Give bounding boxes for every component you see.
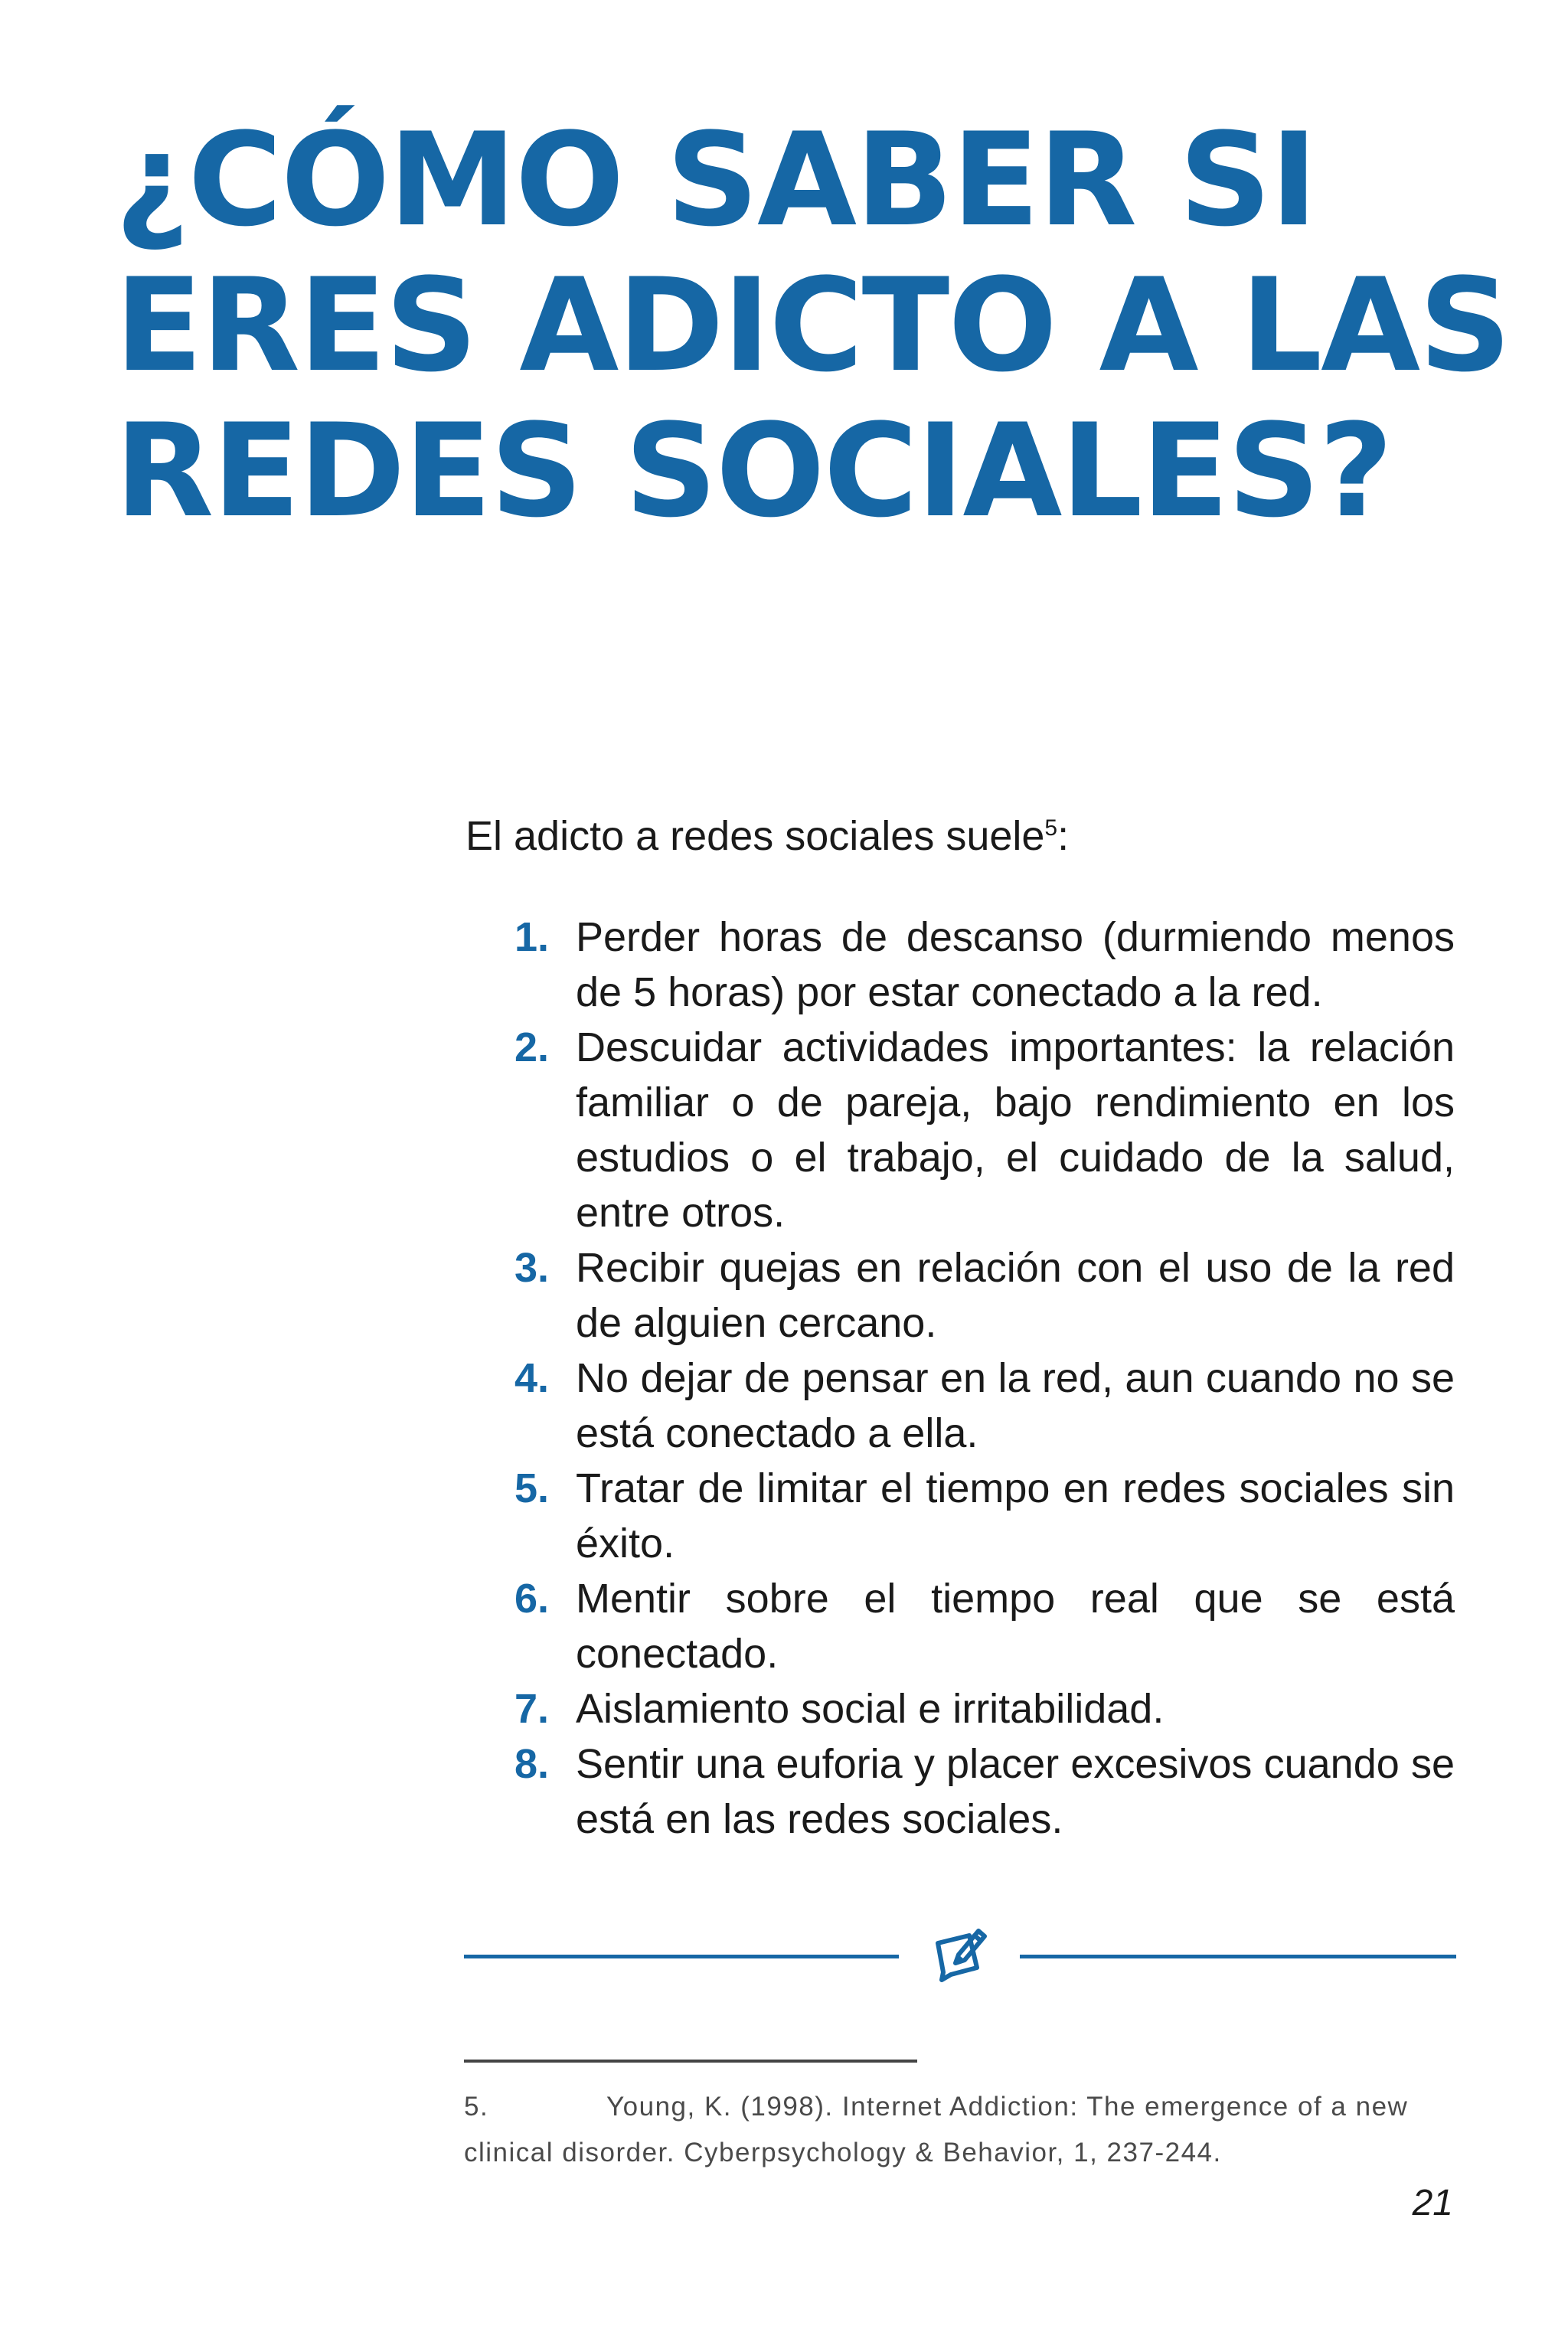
footnote-number: 5. [464,2092,489,2122]
intro-suffix: : [1057,813,1070,859]
list-item-number: 2. [514,1024,550,1070]
title-line-3: REDES SOCIALES? [115,396,1392,546]
list-item-text: Perder horas de descanso (durmiendo menos de 5 horas) por estar conectado a la red. [576,914,1455,1015]
list-item [466,1351,1455,1461]
page-title [115,105,1511,546]
list-item-text: Aislamiento social e irritabilidad. [576,1686,1165,1732]
list-item-text: Mentir sobre el tiempo real que se está conectado. [576,1576,1455,1677]
list-item-number: 6. [514,1576,550,1622]
list-item-number: 5. [514,1465,550,1511]
list-item-text: Descuidar actividades importantes: la relación familiar o de pareja, bajo rendimiento en los estudios o el trabajo, el cuidado de la salud, entre otros. [576,1024,1455,1236]
intro-paragraph [466,808,1069,864]
list-item [466,1461,1455,1571]
footnote-text: Young, K. (1998). Internet Addiction: The emergence of a new clinical disorder. Cyberpsychology & Behavior, 1, 237-244. [464,2092,1409,2167]
footnote [464,2084,1436,2176]
list-item [466,1571,1455,1681]
list-item-text: Tratar de limitar el tiempo en redes sociales sin éxito. [576,1465,1455,1566]
list-item-number: 8. [514,1741,550,1787]
list-item [466,1736,1455,1847]
intro-text: El adicto a redes sociales suele [466,813,1045,859]
list-item-number: 4. [514,1355,550,1401]
list-item-text: Sentir una euforia y placer excesivos cuando se está en las redes sociales. [576,1741,1455,1842]
page-number: 21 [1412,2183,1453,2223]
list-item-number: 7. [514,1686,550,1732]
list-item [466,910,1455,1020]
title-line-2: ERES ADICTO A LAS [115,250,1511,400]
list-item-number: 1. [514,914,550,960]
list-item-text: Recibir quejas en relación con el uso de la red de alguien cercano. [576,1245,1455,1346]
symptom-list [466,910,1455,1847]
list-item [466,1240,1455,1351]
footnote-separator [464,2060,917,2063]
divider-line-right [1020,1955,1456,1958]
note-pencil-icon [925,1920,994,1989]
list-item [466,1681,1455,1736]
footnote-reference[interactable]: 5 [1044,815,1058,841]
list-item-number: 3. [514,1245,550,1291]
list-item-text: No dejar de pensar en la red, aun cuando no se está conectado a ella. [576,1355,1455,1456]
list-item [466,1020,1455,1240]
divider-line-left [464,1955,899,1958]
title-line-1: ¿CÓMO SABER SI [115,105,1317,255]
